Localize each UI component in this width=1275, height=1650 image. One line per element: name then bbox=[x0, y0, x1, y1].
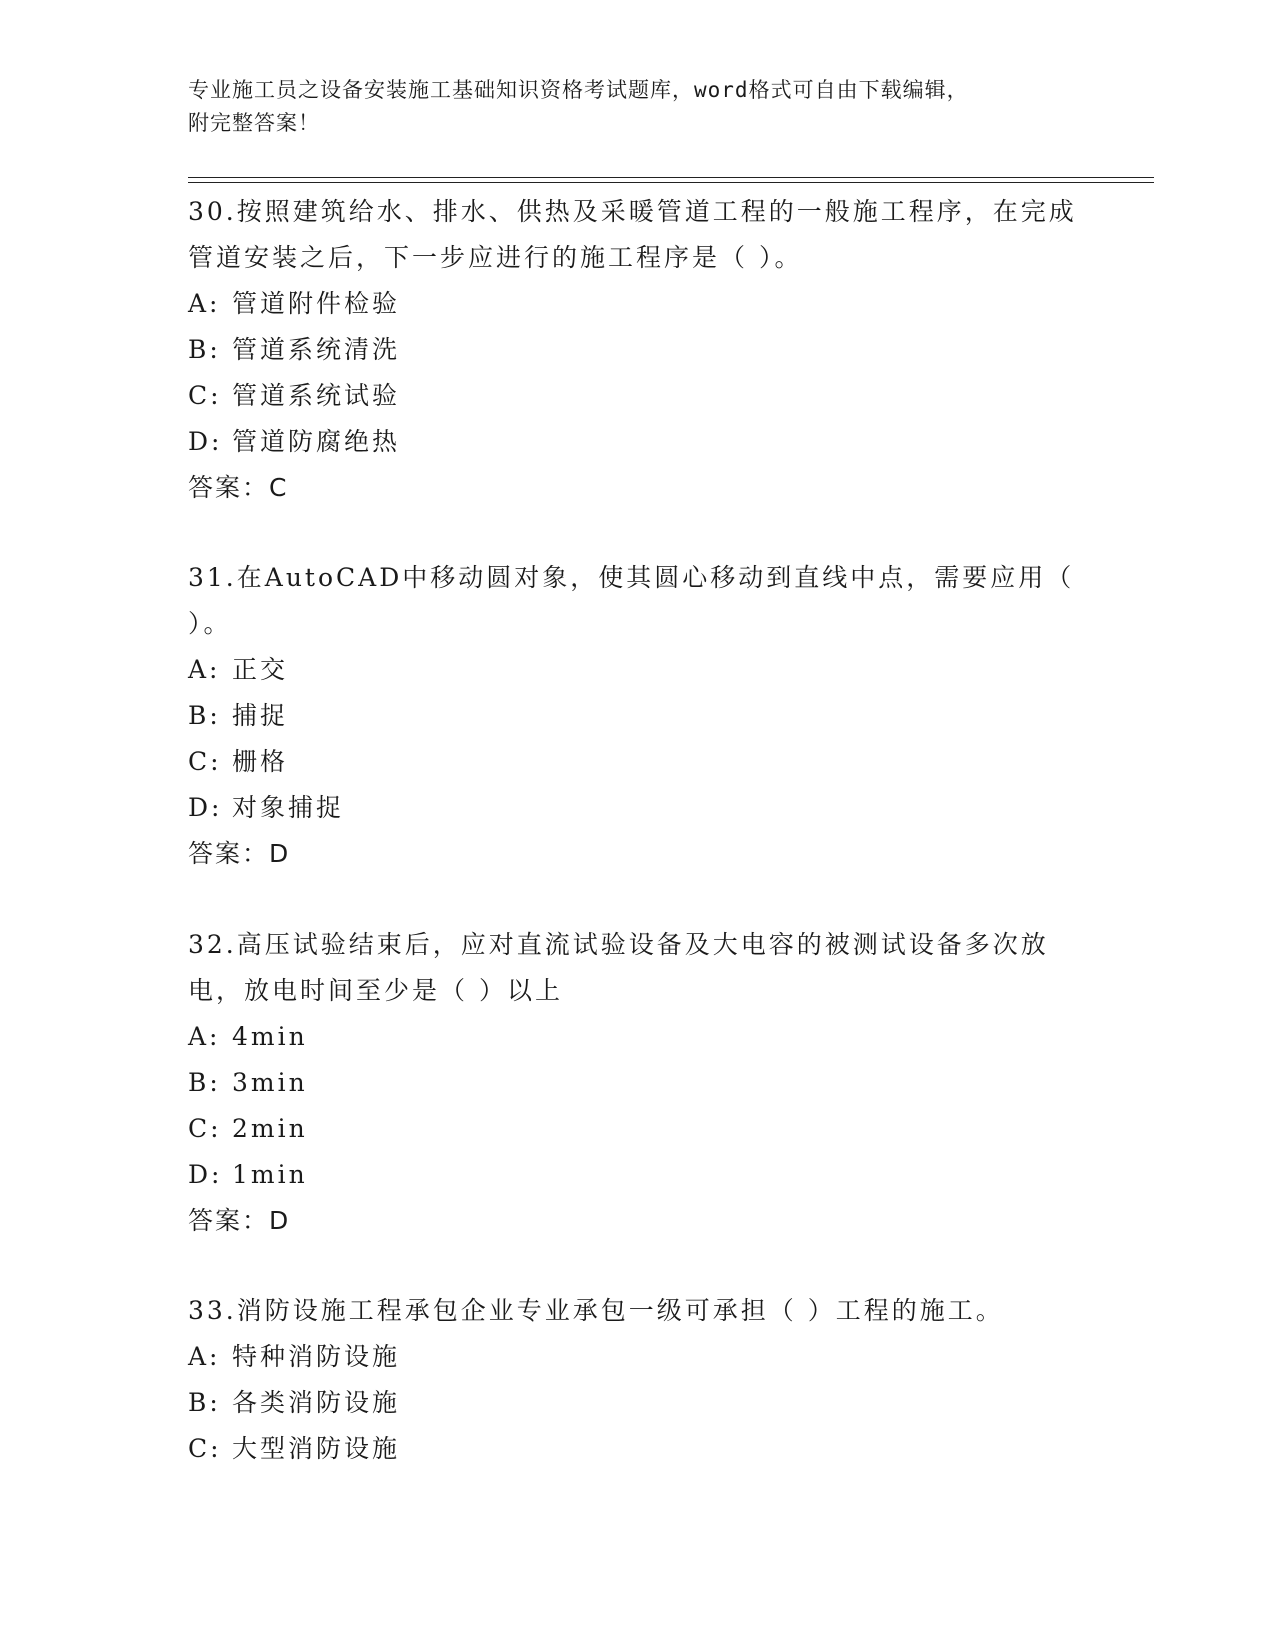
option-text: 管道系统清洗 bbox=[232, 335, 401, 364]
option-b bbox=[188, 327, 1088, 373]
option-key: A: bbox=[188, 1342, 221, 1371]
question-30 bbox=[188, 189, 1088, 511]
question-31 bbox=[188, 555, 1088, 877]
question-stem: 32.高压试验结束后，应对直流试验设备及大电容的被测试设备多次放电，放电时间至少是（ ）以上 bbox=[188, 930, 1049, 1005]
option-b bbox=[188, 1380, 1088, 1426]
option-key: A: bbox=[188, 289, 221, 318]
header-line-1: 专业施工员之设备安装施工基础知识资格考试题库，word格式可自由下载编辑， bbox=[188, 78, 969, 102]
option-key: D: bbox=[188, 793, 223, 822]
option-key: D: bbox=[188, 427, 223, 456]
option-key: B: bbox=[188, 701, 221, 730]
option-a bbox=[188, 1334, 1088, 1380]
header-line-2: 附完整答案！ bbox=[188, 111, 320, 135]
question-stem: 30.按照建筑给水、排水、供热及采暖管道工程的一般施工程序，在完成管道安装之后，下一步应进行的施工程序是（ ）。 bbox=[188, 197, 1077, 272]
option-text: 4min bbox=[232, 1022, 308, 1051]
option-text: 栅格 bbox=[232, 747, 289, 776]
option-text: 管道附件检验 bbox=[232, 289, 401, 318]
option-key: C: bbox=[188, 381, 222, 410]
header-rule-top bbox=[188, 177, 1154, 178]
option-key: C: bbox=[188, 1114, 222, 1143]
option-b bbox=[188, 693, 1088, 739]
option-d bbox=[188, 1152, 1088, 1198]
option-c bbox=[188, 1106, 1088, 1152]
option-text: 1min bbox=[232, 1160, 308, 1189]
option-key: C: bbox=[188, 1434, 222, 1463]
option-b bbox=[188, 1060, 1088, 1106]
option-c bbox=[188, 739, 1088, 785]
header-note bbox=[188, 74, 1068, 140]
option-key: A: bbox=[188, 1022, 221, 1051]
answer-line: 答案：D bbox=[188, 839, 291, 868]
option-key: A: bbox=[188, 655, 221, 684]
option-key: D: bbox=[188, 1160, 223, 1189]
option-c bbox=[188, 373, 1088, 419]
option-text: 特种消防设施 bbox=[232, 1342, 401, 1371]
option-text: 3min bbox=[232, 1068, 308, 1097]
option-text: 2min bbox=[232, 1114, 308, 1143]
option-key: C: bbox=[188, 747, 222, 776]
option-text: 捕捉 bbox=[232, 701, 289, 730]
option-text: 正交 bbox=[232, 655, 289, 684]
header-rule-bottom bbox=[188, 182, 1154, 183]
option-text: 管道防腐绝热 bbox=[232, 427, 401, 456]
option-text: 大型消防设施 bbox=[232, 1434, 401, 1463]
option-d bbox=[188, 785, 1088, 831]
question-33 bbox=[188, 1288, 1088, 1472]
question-stem: 31.在AutoCAD中移动圆对象，使其圆心移动到直线中点，需要应用（ ）。 bbox=[188, 563, 1075, 638]
answer-line: 答案：C bbox=[188, 473, 289, 502]
option-a bbox=[188, 1014, 1088, 1060]
option-text: 对象捕捉 bbox=[232, 793, 345, 822]
option-key: B: bbox=[188, 1068, 221, 1097]
option-c bbox=[188, 1426, 1088, 1472]
question-stem: 33.消防设施工程承包企业专业承包一级可承担（ ）工程的施工。 bbox=[188, 1296, 1004, 1325]
question-32 bbox=[188, 922, 1088, 1244]
option-key: B: bbox=[188, 335, 221, 364]
answer-line: 答案：D bbox=[188, 1206, 291, 1235]
option-text: 各类消防设施 bbox=[232, 1388, 401, 1417]
option-d bbox=[188, 419, 1088, 465]
option-key: B: bbox=[188, 1388, 221, 1417]
option-a bbox=[188, 647, 1088, 693]
option-text: 管道系统试验 bbox=[232, 381, 401, 410]
option-a bbox=[188, 281, 1088, 327]
